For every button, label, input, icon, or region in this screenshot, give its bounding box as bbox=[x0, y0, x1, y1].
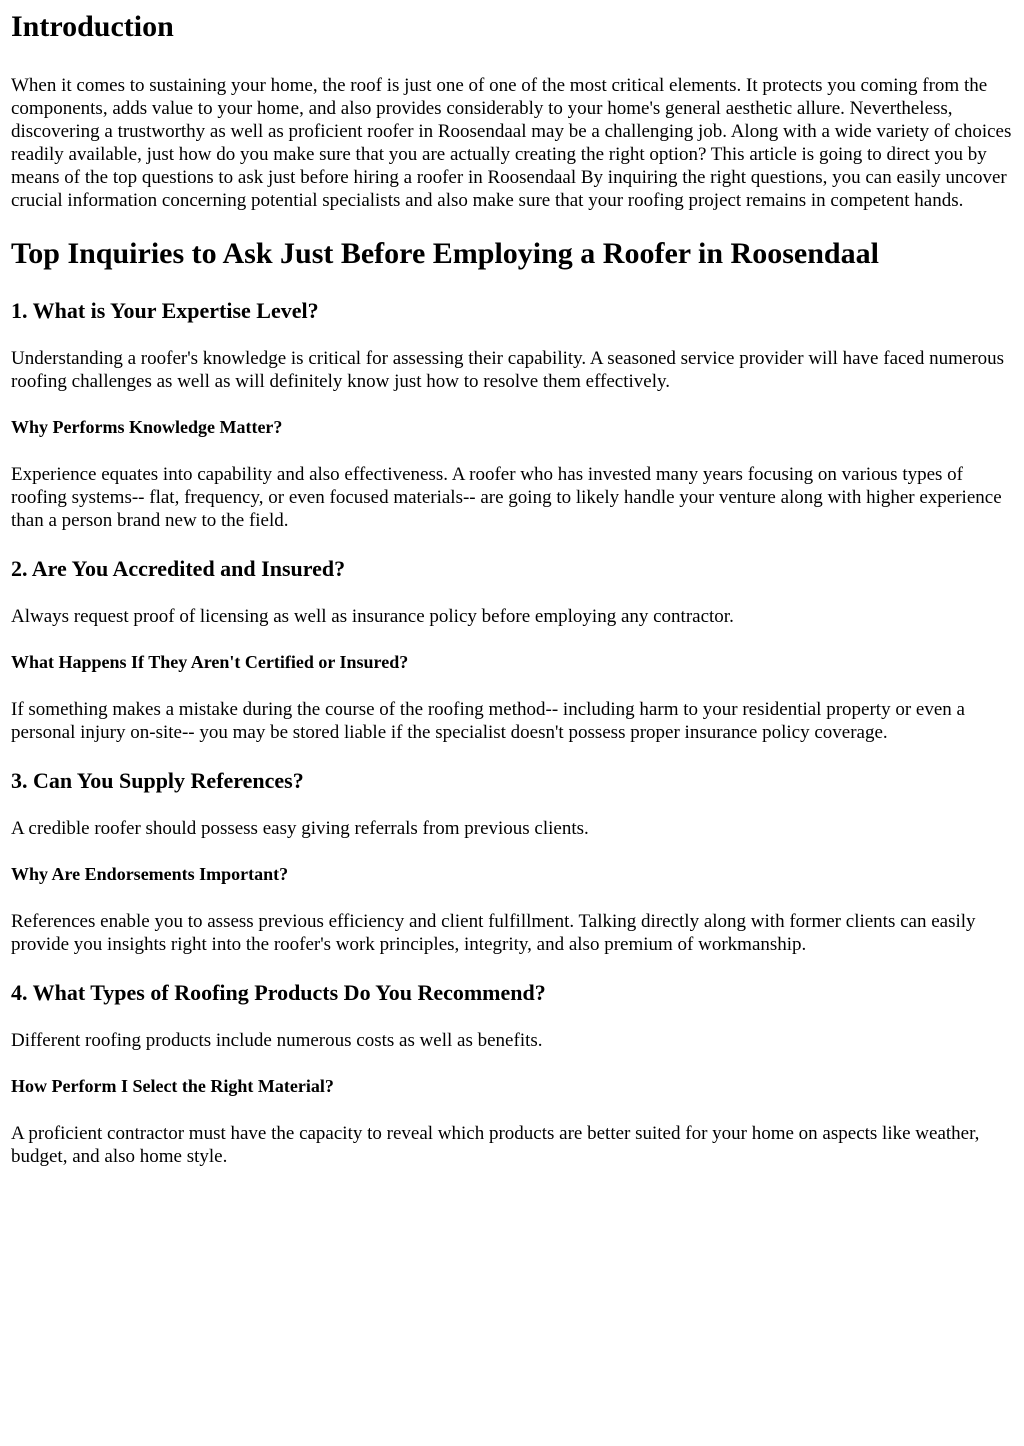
section-subparagraph: Experience equates into capability and also effectiveness. A roofer who has invested many years focusing on various types of roofing systems-- flat, frequency, or even focused materials-- are going to likely handle your venture along with higher experience than a person brand new to the field. bbox=[11, 464, 1002, 531]
section-heading: 3. Can You Supply References? bbox=[11, 768, 304, 793]
section-subparagraph: A proficient contractor must have the capacity to reveal which products are better suited for your home on aspects like weather, budget, and also home style. bbox=[11, 1123, 980, 1167]
section-subparagraph: References enable you to assess previous efficiency and client fulfillment. Talking directly along with former clients can easily provide you insights right into the roofer's work principles, integrity, and also premium of workmanship. bbox=[11, 911, 976, 955]
section-paragraph: A credible roofer should possess easy giving referrals from previous clients. bbox=[11, 818, 589, 839]
section-experience bbox=[11, 297, 1013, 532]
section-materials bbox=[11, 979, 1013, 1168]
main-heading: Top Inquiries to Ask Just Before Employing a Roofer in Roosendaal bbox=[11, 237, 879, 270]
section-heading: 1. What is Your Expertise Level? bbox=[11, 298, 319, 323]
intro-heading: Introduction bbox=[11, 10, 174, 43]
section-subparagraph: If something makes a mistake during the course of the roofing method-- including harm to your residential property or even a personal injury on-site-- you may be stored liable if the specialist doesn't possess proper insurance policy coverage. bbox=[11, 699, 965, 743]
section-subheading: Why Performs Knowledge Matter? bbox=[11, 417, 283, 437]
section-references bbox=[11, 767, 1013, 956]
section-subheading: How Perform I Select the Right Material? bbox=[11, 1076, 334, 1096]
section-heading: 4. What Types of Roofing Products Do You Recommend? bbox=[11, 980, 546, 1005]
section-heading: 2. Are You Accredited and Insured? bbox=[11, 556, 346, 581]
section-subheading: Why Are Endorsements Important? bbox=[11, 864, 289, 884]
intro-paragraph: When it comes to sustaining your home, the roof is just one of one of the most critical elements. It protects you coming from the components, adds value to your home, and also provides considerably to your home's general aesthetic allure. Nevertheless, discovering a trustworthy as well as proficient roofer in Roosendaal may be a challenging job. Along with a wide variety of choices readily available, just how do you make sure that you are actually creating the right option? This article is going to direct you by means of the top questions to ask just before hiring a roofer in Roosendaal By inquiring the right questions, you can easily uncover crucial information concerning potential specialists and also make sure that your roofing project remains in competent hands. bbox=[11, 75, 1012, 211]
section-paragraph: Understanding a roofer's knowledge is critical for assessing their capability. A seasoned service provider will have faced numerous roofing challenges as well as will definitely know just how to resolve them effectively. bbox=[11, 348, 1005, 392]
section-paragraph: Always request proof of licensing as well as insurance policy before employing any contractor. bbox=[11, 606, 734, 627]
section-subheading: What Happens If They Aren't Certified or Insured? bbox=[11, 652, 409, 672]
section-licensing bbox=[11, 555, 1013, 744]
section-paragraph: Different roofing products include numerous costs as well as benefits. bbox=[11, 1030, 543, 1051]
